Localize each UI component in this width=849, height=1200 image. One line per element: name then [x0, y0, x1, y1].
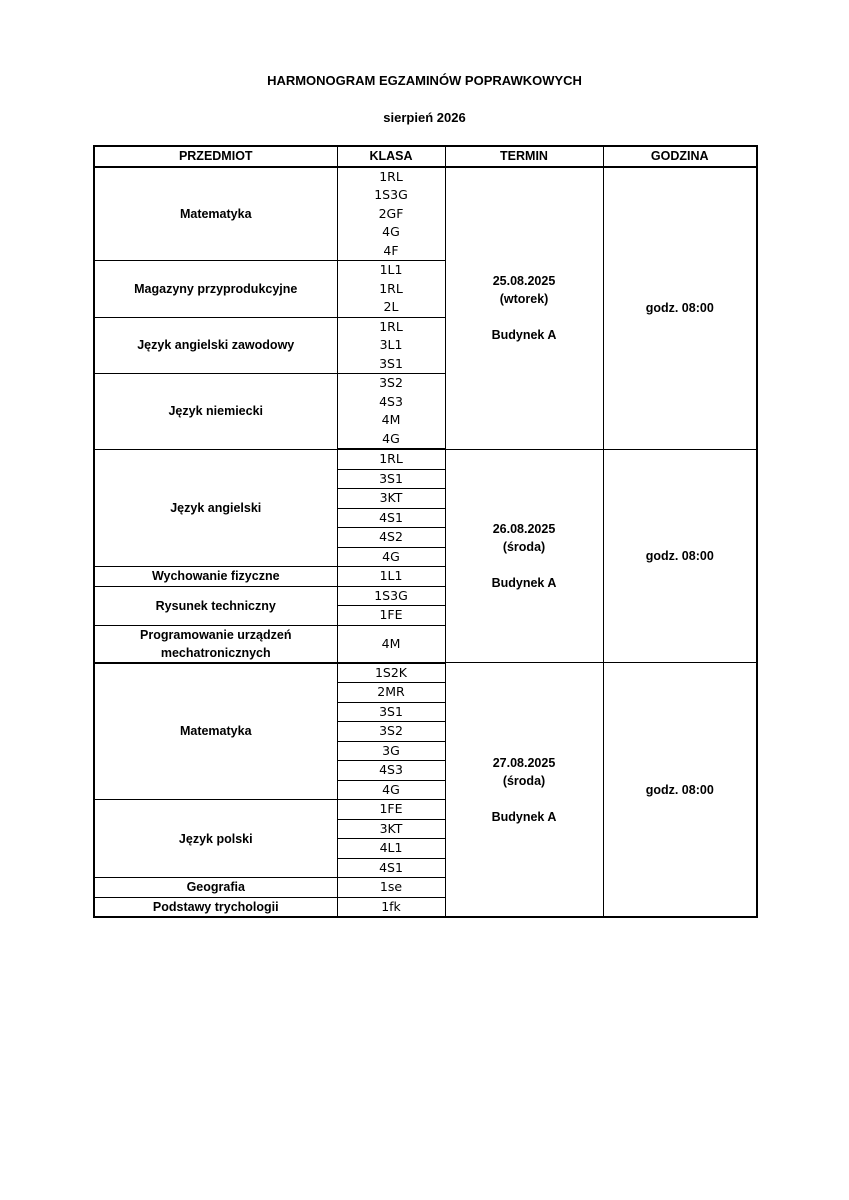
header-row [94, 146, 757, 167]
class-cell: 3S2 [337, 374, 445, 393]
subject-cell: Język niemiecki [94, 374, 337, 450]
table-row [94, 663, 757, 683]
header-subject: PRZEDMIOT [94, 146, 337, 167]
schedule-body [94, 167, 757, 918]
subject-cell: Podstawy trychologii [94, 897, 337, 917]
class-cell: 4S2 [337, 528, 445, 548]
schedule-table [93, 145, 758, 918]
class-cell: 1fk [337, 897, 445, 917]
header-hour: GODZINA [603, 146, 757, 167]
term-day: (środa) [502, 539, 546, 554]
class-cell: 3KT [337, 819, 445, 839]
class-cell: 4G [337, 547, 445, 567]
class-cell: 3KT [337, 489, 445, 509]
table-row [94, 449, 757, 469]
subject-cell: Język angielski zawodowy [94, 317, 337, 374]
class-cell: 1L1 [337, 261, 445, 280]
class-cell: 3S1 [337, 702, 445, 722]
subject-cell: Magazyny przyprodukcyjne [94, 261, 337, 318]
class-cell: 4S1 [337, 508, 445, 528]
table-row [94, 167, 757, 187]
hour-cell: godz. 08:00 [603, 167, 757, 450]
header-class: KLASA [337, 146, 445, 167]
class-cell: 4S3 [337, 393, 445, 412]
subject-cell: Geografia [94, 878, 337, 898]
subject-cell: Matematyka [94, 167, 337, 261]
header-term: TERMIN [445, 146, 603, 167]
class-cell: 3G [337, 741, 445, 761]
subject-cell: Wychowanie fizyczne [94, 567, 337, 587]
subject-cell: Programowanie urządzeń mechatronicznych [94, 625, 337, 663]
subject-cell: Język polski [94, 800, 337, 878]
term-day: (wtorek) [499, 292, 549, 306]
class-cell: 4G [337, 430, 445, 450]
class-cell: 4S3 [337, 761, 445, 781]
class-cell: 4M [337, 625, 445, 663]
term-cell [445, 663, 603, 918]
term-day: (środa) [502, 773, 546, 788]
page-title: HARMONOGRAM EGZAMINÓW POPRAWKOWYCH [267, 73, 582, 88]
term-building: Budynek A [491, 809, 557, 824]
term-cell [445, 167, 603, 450]
class-cell: 1RL [337, 317, 445, 336]
subject-cell: Rysunek techniczny [94, 586, 337, 625]
subject-cell: Matematyka [94, 663, 337, 800]
class-cell: 1RL [337, 280, 445, 299]
hour-cell: godz. 08:00 [603, 449, 757, 663]
term-date: 27.08.2025 [492, 755, 556, 770]
class-cell: 1RL [337, 167, 445, 187]
class-cell: 1FE [337, 606, 445, 626]
class-cell: 2GF [337, 205, 445, 224]
term-building: Budynek A [491, 575, 557, 590]
term-date: 26.08.2025 [492, 521, 556, 536]
term-building: Budynek A [491, 328, 557, 342]
class-cell: 3S2 [337, 722, 445, 742]
class-cell: 1se [337, 878, 445, 898]
class-cell: 4L1 [337, 839, 445, 859]
class-cell: 2L [337, 298, 445, 317]
term-cell [445, 449, 603, 663]
subject-cell: Język angielski [94, 449, 337, 567]
class-cell: 3S1 [337, 355, 445, 374]
class-cell: 1RL [337, 449, 445, 469]
class-cell: 1S3G [337, 186, 445, 205]
class-cell: 4G [337, 223, 445, 242]
term-date: 25.08.2025 [492, 274, 556, 288]
class-cell: 1S2K [337, 663, 445, 683]
page-subtitle: sierpień 2026 [383, 110, 466, 125]
class-cell: 4M [337, 411, 445, 430]
class-cell: 1L1 [337, 567, 445, 587]
class-cell: 4F [337, 242, 445, 261]
class-cell: 3S1 [337, 469, 445, 489]
class-cell: 4S1 [337, 858, 445, 878]
class-cell: 3L1 [337, 336, 445, 355]
class-cell: 1S3G [337, 586, 445, 606]
hour-cell: godz. 08:00 [603, 663, 757, 918]
class-cell: 4G [337, 780, 445, 800]
class-cell: 2MR [337, 683, 445, 703]
class-cell: 1FE [337, 800, 445, 820]
